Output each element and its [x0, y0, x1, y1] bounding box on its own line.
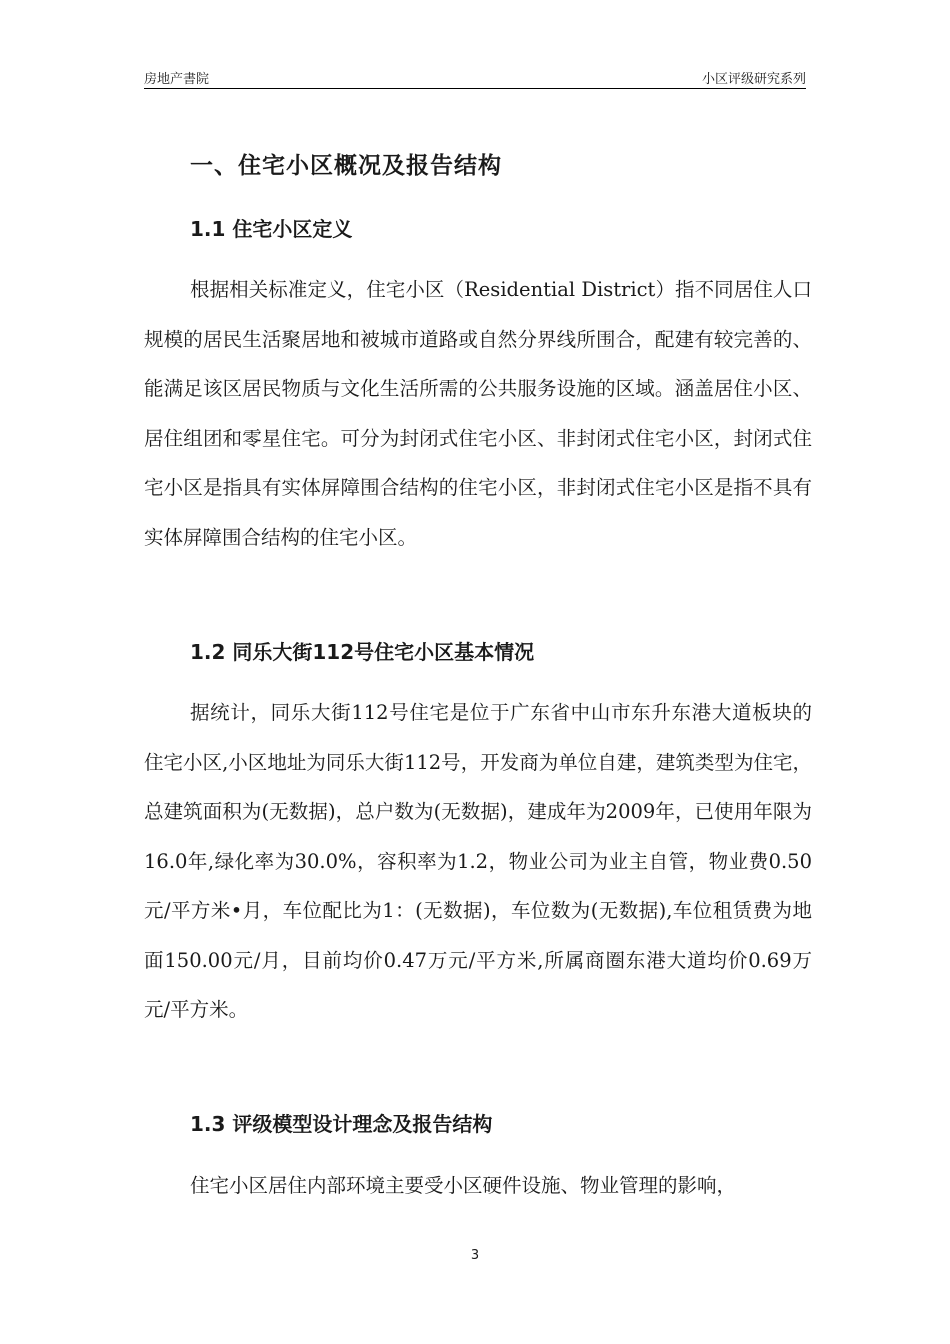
section-paragraph-1-1: 根据相关标准定义，住宅小区（Residential District）指不同居住人口规模的居民生活聚居地和被城市道路或自然分界线所围合，配建有较完善的、能满足该区居民物质与文化生活所需的公共服务设施的区域。涵盖居住小区、居住组团和零星住宅。可分为封闭式住宅小区、非封闭式住宅小区，封闭式住宅小区是指具有实体屏障围合结构的住宅小区，非封闭式住宅小区是指不具有实体屏障围合结构的住宅小区。 — [144, 278, 812, 549]
section-paragraph-1-3: 住宅小区居住内部环境主要受小区硬件设施、物业管理的影响， — [190, 1174, 737, 1197]
chapter-title: 一、住宅小区概况及报告结构 — [190, 153, 502, 179]
section-paragraph-1-2: 据统计，同乐大街112号住宅是位于广东省中山市东升东港大道板块的住宅小区,小区地址为同乐大街112号，开发商为单位自建，建筑类型为住宅，总建筑面积为(无数据)，总户数为(无数据)，建成年为2009年，已使用年限为16.0年,绿化率为30.0%，容积率为1.2，物业公司为业主自管，物业费0.50元/平方米•月，车位配比为1：(无数据)，车位数为(无数据),车位租赁费为地面150.00元/月，目前均价0.47万元/平方米,所属商圈东港大道均价0.69万元/平方米。 — [144, 701, 812, 1021]
section-heading-1-2: 1.2 同乐大街112号住宅小区基本情况 — [190, 640, 535, 664]
header-publisher: 房地产書院 — [144, 72, 210, 87]
page-number: 3 — [470, 1248, 480, 1263]
section-heading-1-1: 1.1 住宅小区定义 — [190, 217, 353, 241]
section-heading-1-3: 1.3 评级模型设计理念及报告结构 — [190, 1112, 493, 1136]
header-series-title: 小区评级研究系列 — [701, 72, 806, 87]
page-header — [144, 66, 806, 89]
